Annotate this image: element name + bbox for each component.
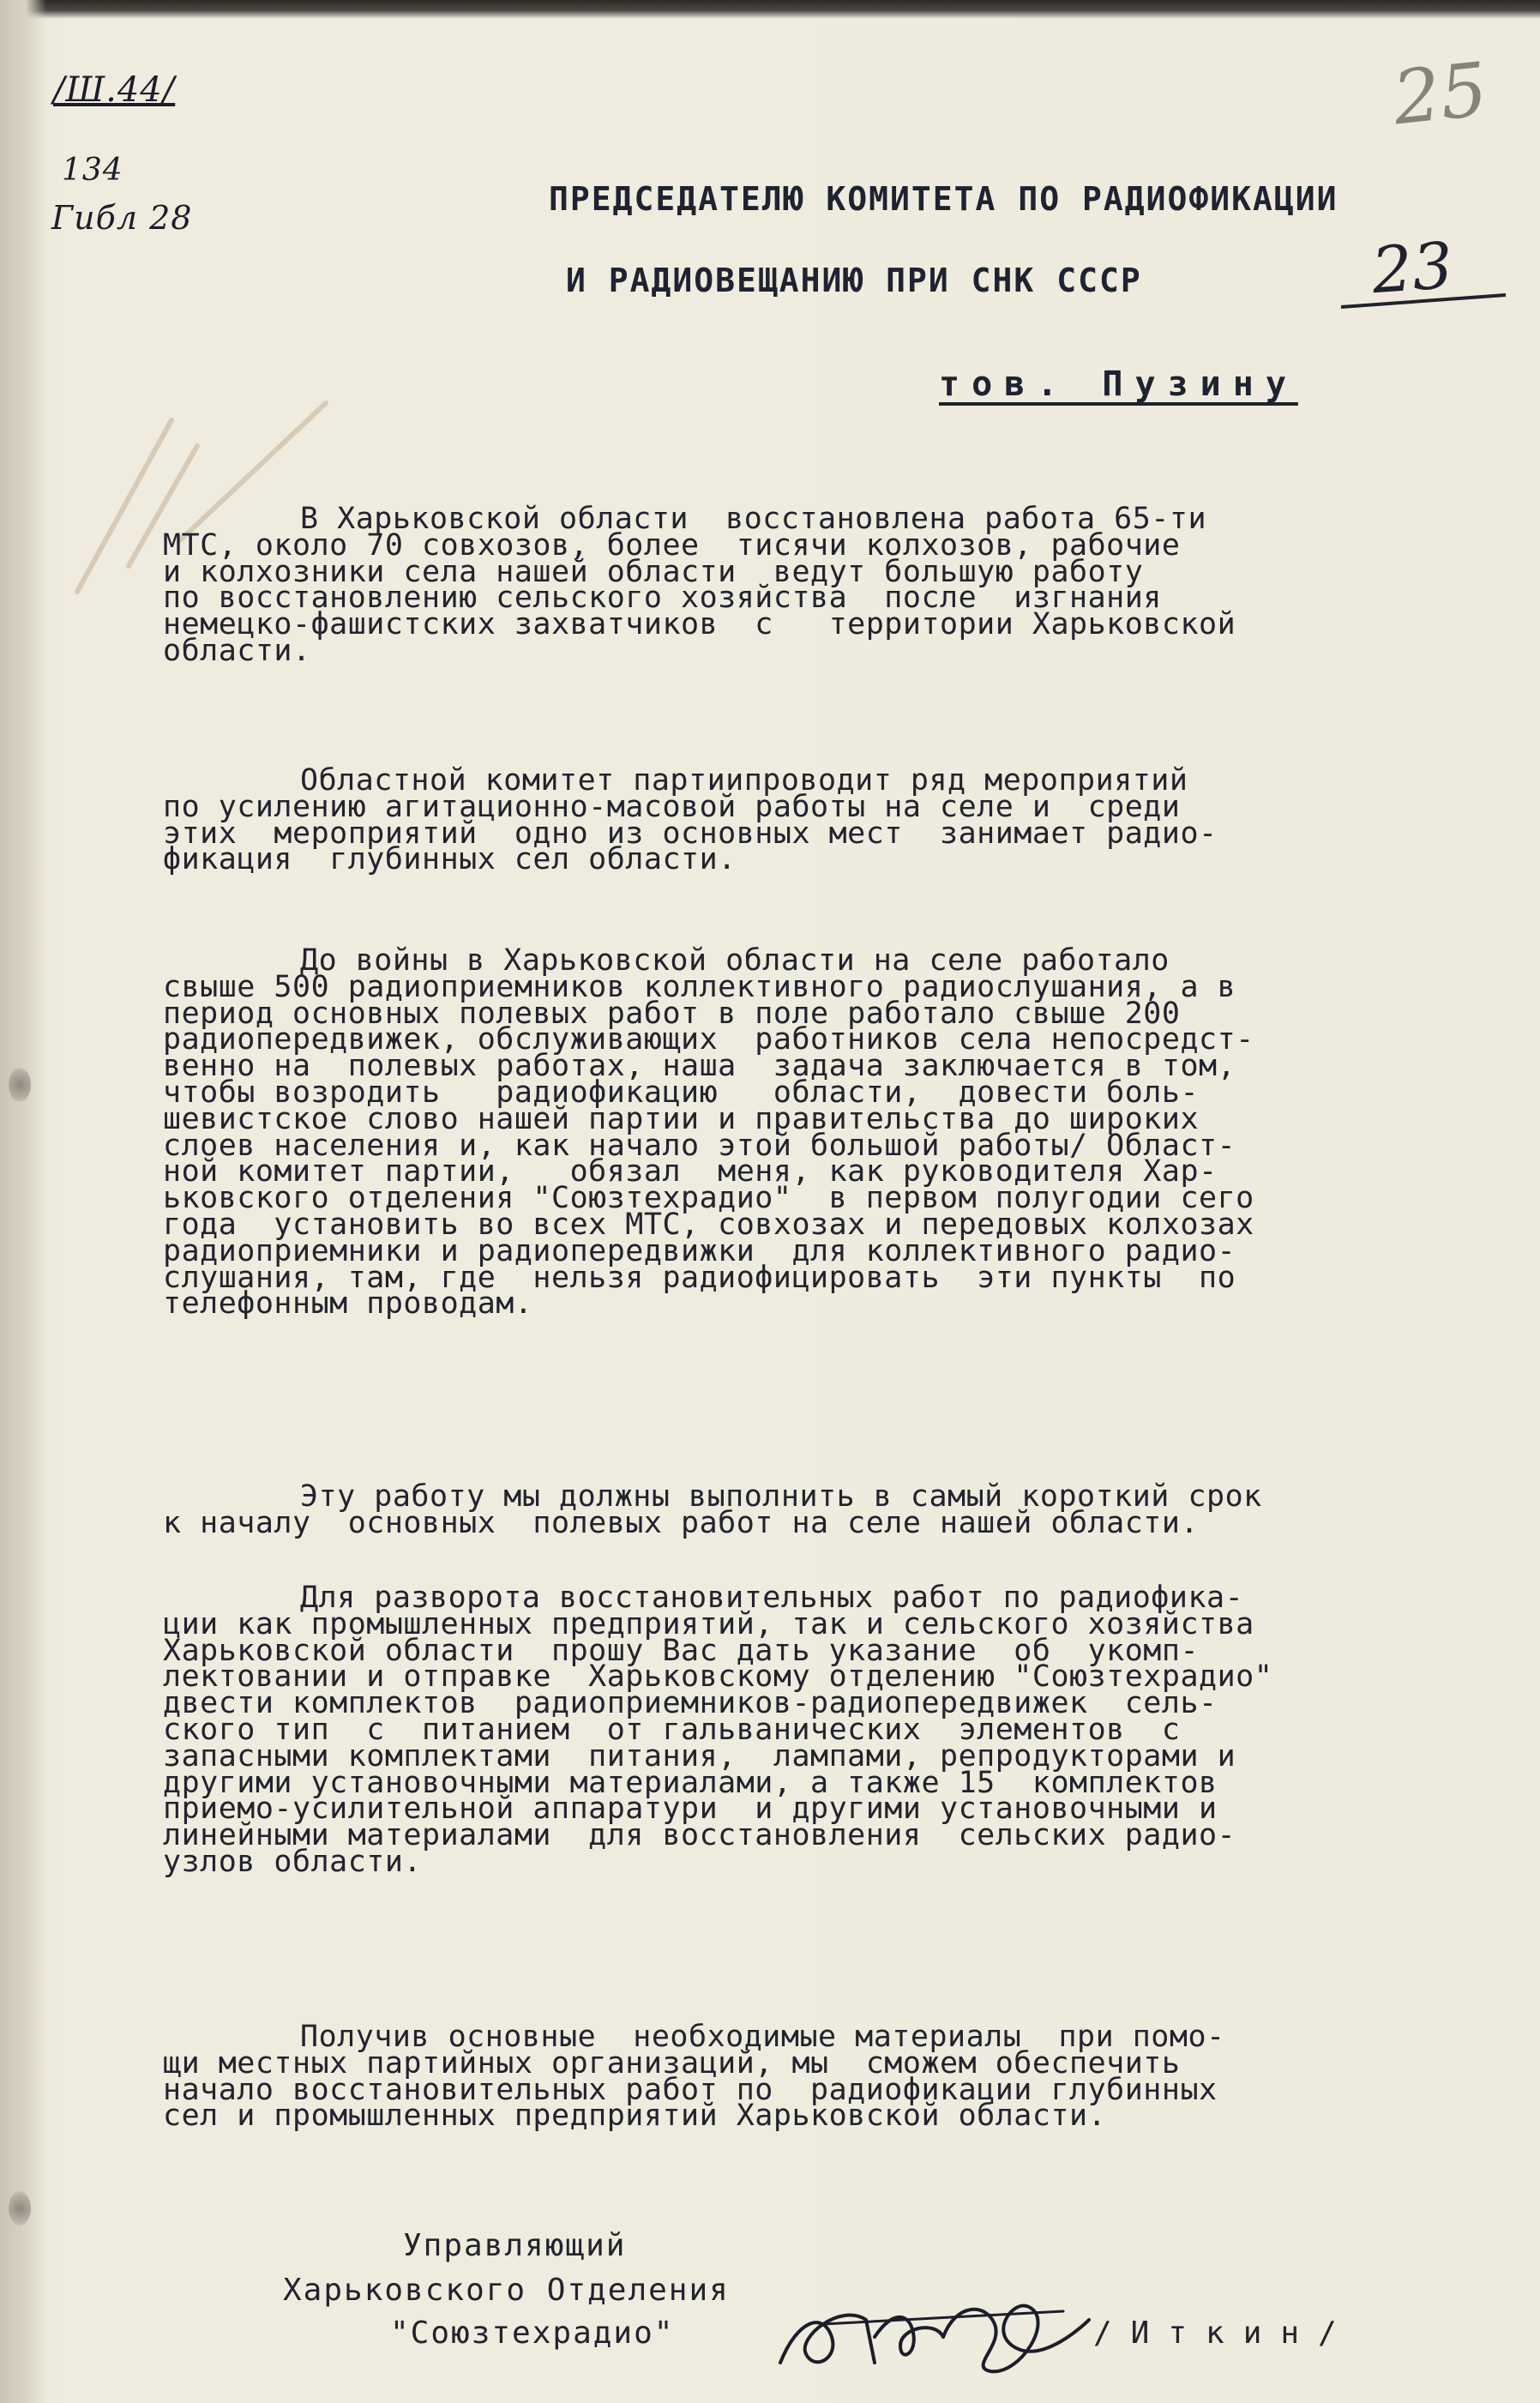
handwritten-signature-icon: [772, 2286, 1098, 2388]
punch-hole: [9, 2191, 31, 2225]
archive-reference: /Ш.44/: [53, 70, 176, 110]
margin-note-134: 134: [62, 153, 123, 188]
punch-hole: [9, 1068, 31, 1102]
stamp-stroke-icon: [1338, 283, 1509, 317]
document-number: 23: [1369, 228, 1456, 309]
paragraph-4: Эту работу мы должны выполнить в самый короткий срок к началу основных полевых работ на селе нашей области.: [163, 1479, 1262, 1540]
heading-line-1: ПРЕДСЕДАТЕЛЮ КОМИТЕТА ПО РАДИОФИКАЦИИ: [549, 180, 1338, 218]
margin-note-folio: Гибл 28: [51, 199, 193, 237]
heading-line-2: И РАДИОВЕЩАНИЮ ПРИ СНК СССР: [566, 262, 1142, 299]
paragraph-5: Для разворота восстановительных работ по радиофика- ции как промышленных предприятий, так и сельского хозяйства Харьковской области прошу Вас дать указание об укомп- лектовании и отправке Харьковскому отделению "Союзтехрадио" двести комплектов радиоприемников-радиопередвижек сель- ского тип с питанием от гальванических элементов с запасными комплектами питания, лампами, репродукторами и другими установочными материалами, а также 15 комплектов приемо-усилительной аппаратури и другими установочными и линейными материалами для восстановления сельских радио- узлов области.: [163, 1581, 1273, 1879]
scan-top-shadow: [0, 0, 1540, 19]
paragraph-6: Получив основные необходимые материалы при помо- щи местных партийных организаций, мы сможем обеспечить начало восстановительных работ по радиофикации глубинных сел и промышленных предприятий Харьковской области.: [163, 2020, 1225, 2134]
signatory-name: /Иткин/: [1093, 2316, 1356, 2351]
paragraph-3: До войны в Харьковской области на селе работало свыше 500 радиоприемников коллективного радиослушания, а в период основных полевых работ в поле работало свыше 200 радиопередвижек, обслуживающих работников села непосредст- венно на полевых работах, наша задача заключается в том, чтобы возродить радиофикацию области, довести боль- шевистское слово нашей партии и правительства до широких слоев населения и, как начало этой большой работы/ Област- ной комитет партии, обязал меня, как руководителя Хар- ьковского отделения "Союзтехрадио" в первом полугодии сего года установить во всех МТС, совхозах и передовых колхозах радиоприемники и радиопередвижки для коллективного радио- слушания, там, где нельзя радиофицировать эти пункты по телефонным проводам.: [163, 943, 1254, 1322]
addressee: тов. Пузину: [939, 364, 1298, 404]
signatory-company: "Союзтехрадио": [390, 2316, 675, 2351]
signatory-title: Управляющий: [403, 2228, 627, 2263]
binding-edge: [0, 0, 46, 2403]
page-number: 25: [1389, 46, 1492, 142]
paragraph-2: Областной комитет партиипроводит ряд мероприятий по усилению агитационно-масовой работы на селе и среди этих мероприятий одно из основных мест занимает радио- фикация глубинных сел области.: [163, 763, 1218, 877]
paragraph-1: В Харьковской области восстановлена работа 65-ти МТС, около 70 совхозов, более тисячи колхозов, рабочие и колхозники села нашей области ведут большую работу по восстановлению сельского хозяйства после изгнания немецко-фашистских захватчиков с территории Харьковской области.: [163, 502, 1236, 668]
signatory-organization: Харьковского Отделения: [283, 2273, 730, 2308]
